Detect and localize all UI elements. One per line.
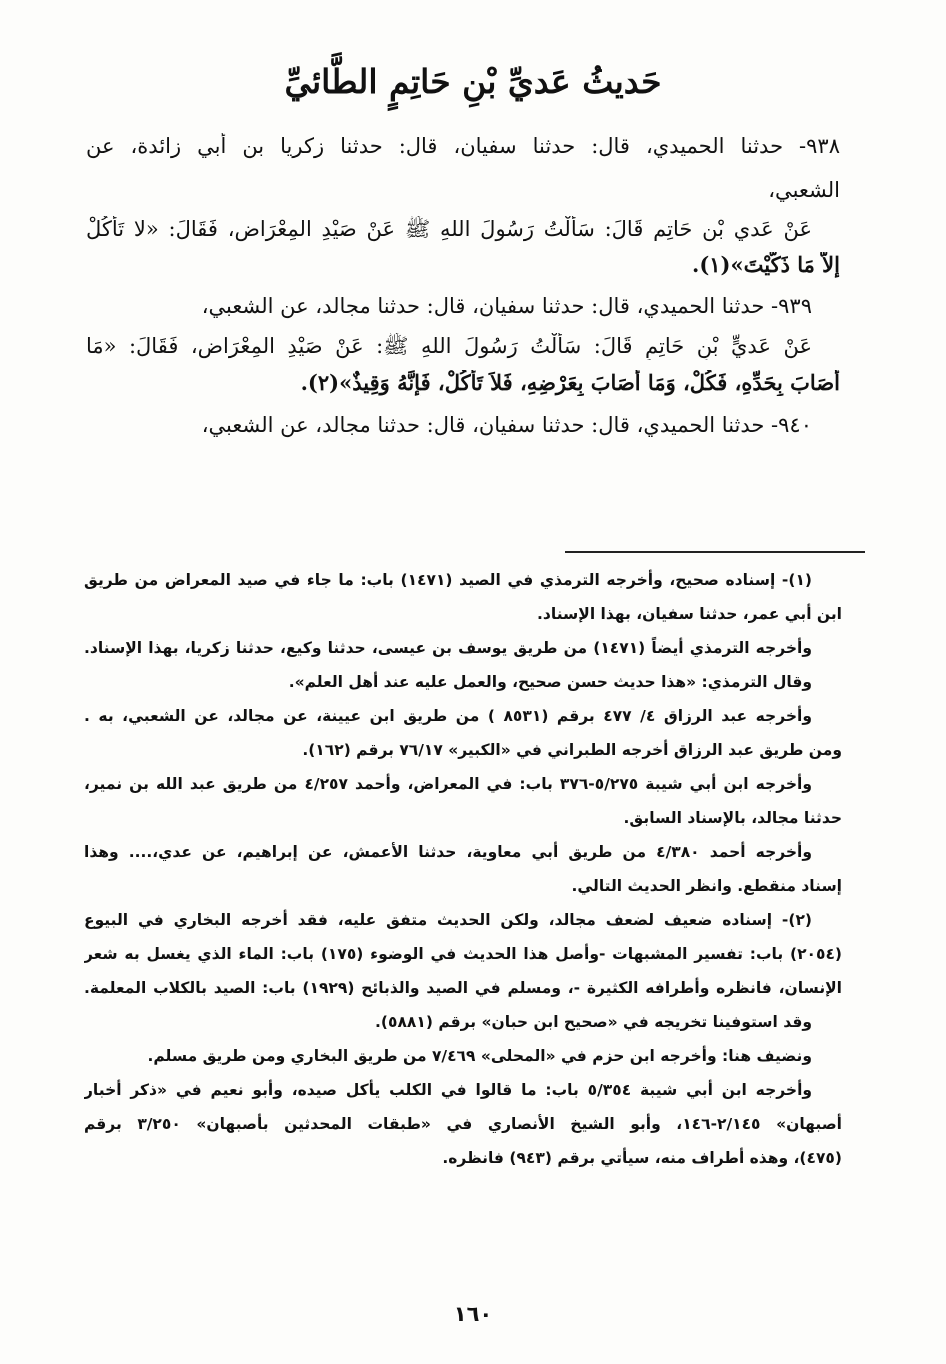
footnote-line: ونضيف هنا: وأخرجه ابن حزم في «المحلى» ٧/٤٦٩ من طريق البخاري ومن طريق مسلم. <box>147 1047 812 1065</box>
footnote-line: الإنسان، فانظره وأطرافه الكثيرة -، ومسلم في الصيد والذبائح (١٩٢٩) باب: الصيد بالكلاب المعلمة. <box>84 979 842 997</box>
footnote-line: (٢٠٥٤) باب: تفسير المشبهات -وأصل هذا الحديث في الوضوء (١٧٥) باب: الماء الذي يغسل به شعر <box>84 945 842 963</box>
page-number: ١٦٠ <box>453 1302 493 1326</box>
footnote-line: (٤٧٥)، وهذه أطراف منه، سيأتي برقم (٩٤٣) فانظره. <box>442 1149 842 1167</box>
footnote-line: إسناد منقطع. وانظر الحديث التالي. <box>571 877 842 895</box>
footnotes <box>84 568 842 1170</box>
hadith-940-isnad-line: ٩٤٠- حدثنا الحميدي، قال: حدثنا سفيان، قال: حدثنا مجالد، عن الشعبي، <box>201 412 812 437</box>
footnote-line: وقد استوفينا تخريجه في «صحيح ابن حبان» برقم (٥٨٨١). <box>375 1013 812 1031</box>
footnote-line: وأخرجه ابن أبي شيبة ٥/٣٥٤ باب: ما قالوا في الكلب يأكل صيده، وأبو نعيم في «ذكر أخبار <box>84 1081 813 1099</box>
footnote-line: وأخرجه الترمذي أيضاً (١٤٧١) من طريق يوسف بن عيسى، حدثنا وكيع، حدثنا زكريا، بهذا الإسناد. <box>84 639 812 657</box>
footnote-line: ومن طريق عبد الرزاق أخرجه الطبراني في «الكبير» ٧٦/١٧ برقم (١٦٢). <box>302 741 842 759</box>
footnote-line: حدثنا مجالد، بالإسناد السابق. <box>623 809 842 827</box>
footnote-line: وأخرجه ابن أبي شيبة ٥/٢٧٥-٣٧٦ باب: في المعراض، وأحمد ٤/٢٥٧ من طريق عبد الله بن نمير، <box>84 775 812 793</box>
hadith-938-text-line-1: عَنْ عَديِ بْنِ حَاتِمٍ قَالَ: سَأَلْتُ رَسُولَ اللهِ ﷺ عَنْ صَيْدِ المِعْرَاضِ، فَقَالَ: «لا تَأْكُلْ <box>86 216 812 241</box>
footnote-line: (٢)- إسناده ضعيف لضعف مجالد، ولكن الحديث متفق عليه، فقد أخرجه البخاري في البيوع <box>84 911 812 929</box>
hadith-938-isnad-line-2: الشعبي، <box>768 178 840 203</box>
page-title: حَديثُ عَديِّ بْنِ حَاتِمٍ الطَّائيِّ <box>284 62 662 101</box>
hadith-938-text-line-2: إلاَّ مَا ذَكَّيْتَ»(١). <box>692 251 840 277</box>
footnote-line: (١)- إسناده صحيح، وأخرجه الترمذي في الصيد (١٤٧١) باب: ما جاء في صيد المعراض من طريق <box>84 571 812 589</box>
hadith-939-isnad-line: ٩٣٩- حدثنا الحميدي، قال: حدثنا سفيان، قال: حدثنا مجالد، عن الشعبي، <box>201 294 812 318</box>
hadith-938-isnad-line-1: ٩٣٨- حدثنا الحميدي، قال: حدثنا سفيان، قال: حدثنا زكريا بن أبي زائدة، عن <box>86 134 840 158</box>
footnote-line: وقال الترمذي: «هذا حديث حسن صحيح، والعمل عليه عند أهل العلم». <box>288 673 812 691</box>
footnote-line: أصبهان» ٢/١٤٥-١٤٦، وأبو الشيخ الأنصاري في «طبقات المحدثين بأصبهان» ٣/٢٥٠ برقم <box>84 1115 842 1133</box>
footnote-line: وأخرجه عبد الرزاق ٤/ ٤٧٧ برقم (٨٥٣١ ) من طريق ابن عيينة، عن مجالد، عن الشعبي، به . <box>84 707 812 725</box>
footnote-separator <box>565 551 865 553</box>
footnote-line: ابن أبي عمر، حدثنا سفيان، بهذا الإسناد. <box>537 605 842 623</box>
footnote-line: وأخرجه أحمد ٤/٣٨٠ من طريق أبي معاوية، حدثنا الأعمش، عن إبراهيم، عن عدي،.... وهذا <box>84 843 812 861</box>
hadith-939-text-line-1: عَنْ عَديٍّ بْنِ حَاتِمٍ قَالَ: سَأَلْتُ رَسُولَ اللهِ ﷺ: عَنْ صَيْدِ المِعْرَاضِ، فَقَالَ: «مَا <box>86 334 812 359</box>
hadith-939-text-line-2: أَصَابَ بِحَدِّهِ، فَكُلْ، وَمَا أَصَابَ بِعَرْضِهِ، فَلاَ تَأْكُلْ، فَإِنَّهُ وَقِيذٌ»(٢). <box>300 369 840 395</box>
main-text <box>86 120 840 438</box>
